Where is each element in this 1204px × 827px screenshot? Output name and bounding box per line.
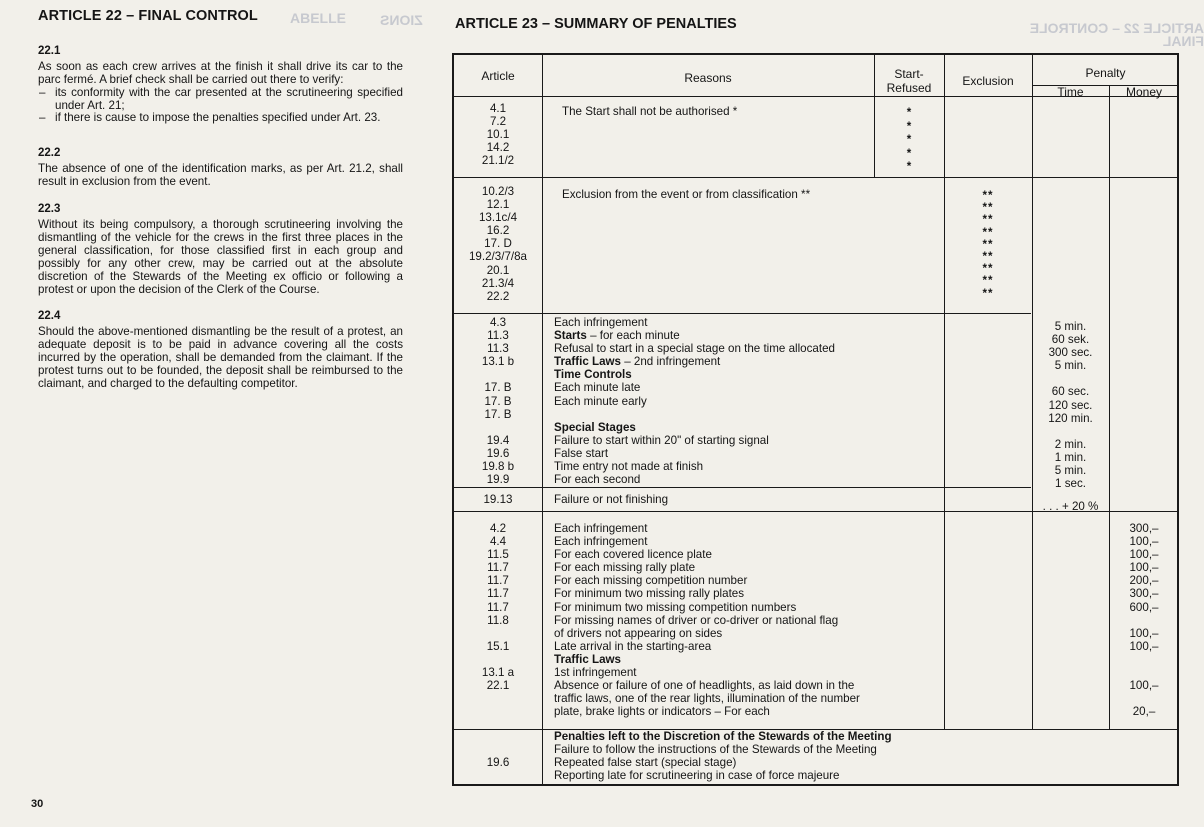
reason-list: Each infringement Each infringement For each covered licence plate For each missing rally plate For each missing competition number For minimum two missing rally plates For minimum two missing competition numbers For missing names of driver or co-driver or national flag of drivers not appearing on sides Late arrival in the starting-area Traffic Laws 1st infringement Absence or failure of one of headlights, as laid down in the traffic laws, one of the rear lights, illumination of the number plate, brake lights or indicators – For each xyxy=(554,522,860,719)
section-list xyxy=(38,87,403,126)
reason-list: Penalties left to the Discretion of the Stewards of the Meeting Failure to follow the instructions of the Stewards of the Meeting Repeated false start (special stage) Reporting late for scrutineering in case of force majeure xyxy=(554,730,892,783)
section-text: Without its being compulsory, a thorough scrutineering involving the dismantling of the vehicle for the crews in the first three places in the general classification, for those classified first in each group and possibly for any other crew, may be carried out at the absolute discretion of the Stewards of the Meeting ex officio or following a protest or upon the decision of the Clerk of the Course. xyxy=(38,217,403,296)
header-reasons: Reasons xyxy=(684,71,732,85)
section-22-4 xyxy=(38,310,403,390)
section-number: 22.1 xyxy=(38,44,61,57)
section-22-1 xyxy=(38,45,403,125)
time-list: 5 min. 60 sek. 300 sec. 5 min. 60 sec. 120 sec. 120 min. 2 min. 1 min. 5 min. 1 sec. xyxy=(1048,320,1093,491)
reason-text: Failure or not finishing xyxy=(554,493,669,506)
section-number: 22.2 xyxy=(38,147,61,160)
row-group-start-refused xyxy=(454,102,1177,176)
section-text: Should the above-mentioned dismantling be the result of a protest, an adequate deposit is to be paid in advance covering all the costs incurred by the operation, shall be demanded from the claimant. If the protest turns out to be founded, the deposit shall be reimbursed to the claimant, and charged to the defaulting competitor. xyxy=(38,325,403,390)
show-through-heading: ARTICLE 22 – CONTROLE FINAL xyxy=(1029,20,1204,49)
article-list: 19.6 xyxy=(486,756,510,770)
section-22-2 xyxy=(38,147,403,189)
row-group-exclusion xyxy=(454,185,1177,310)
header-penalty: Penalty xyxy=(1085,66,1126,80)
header-exclusion: Exclusion xyxy=(962,74,1014,88)
article-list: 4.2 4.4 11.5 11.7 11.7 11.7 11.7 11.8 15.1 13.1 a 22.1 xyxy=(481,522,515,693)
time-value: . . . + 20 % xyxy=(1042,500,1099,513)
section-number: 22.4 xyxy=(38,310,61,323)
reason-list: Each infringement Starts – for each minute Refusal to start in a special stage on the time allocated Traffic Laws – 2nd infringement Time Controls Each minute late Each minute early Special Stages Failure to start within 20" of starting signal False start Time entry not made at finish For each second xyxy=(554,316,835,487)
page-number: 30 xyxy=(31,798,44,810)
header-money: Money xyxy=(1125,85,1163,99)
article-22-title: ARTICLE 22 – FINAL CONTROL xyxy=(38,8,258,24)
reason-text: Exclusion from the event or from classification ** xyxy=(562,188,811,201)
section-22-3 xyxy=(38,203,403,296)
article-list: 4.1 7.2 10.1 14.2 21.1/2 xyxy=(481,102,515,168)
show-through-heading: ABELLE xyxy=(290,10,346,26)
show-through-heading: ZIONS xyxy=(380,12,423,28)
money-list: 300,– 100,– 100,– 100,– 200,– 300,– 600,– 100,– 100,– 100,– 20,– xyxy=(1129,522,1159,719)
article-list: 4.3 11.3 11.3 13.1 b 17. B 17. B 17. B 19.4 19.6 19.8 b 19.9 xyxy=(481,316,515,487)
reason-text: The Start shall not be authorised * xyxy=(562,105,738,118)
row-divider xyxy=(454,487,1031,488)
article-list: 10.2/3 12.1 13.1c/4 16.2 17. D 19.2/3/7/8a 20.1 21.3/4 22.2 xyxy=(468,185,528,303)
article-23-title: ARTICLE 23 – SUMMARY OF PENALTIES xyxy=(455,16,737,32)
header-start-refused: Start- Refused xyxy=(886,67,932,95)
article-number: 19.13 xyxy=(483,493,513,506)
penalties-table xyxy=(452,53,1179,786)
list-item: – its conformity with the car presented at the scrutineering specified under Art. 21; xyxy=(38,87,403,113)
section-text: As soon as each crew arrives at the finish it shall drive its car to the parc fermé. A brief check shall be carried out there to verify: xyxy=(38,59,403,86)
header-article: Article xyxy=(481,69,515,83)
row-divider xyxy=(454,177,1177,178)
start-refused-marks: * * * * * xyxy=(906,106,912,174)
list-item: – if there is cause to impose the penalties specified under Art. 23. xyxy=(38,112,403,125)
article-22-column xyxy=(38,10,403,405)
row-divider xyxy=(454,313,1031,314)
header-time: Time xyxy=(1057,85,1084,99)
exclusion-marks: ** ** ** ** ** ** ** ** ** xyxy=(982,189,994,300)
section-text: The absence of one of the identification marks, as per Art. 21.2, shall result in exclusion from the event. xyxy=(38,162,403,189)
section-number: 22.3 xyxy=(38,203,61,216)
